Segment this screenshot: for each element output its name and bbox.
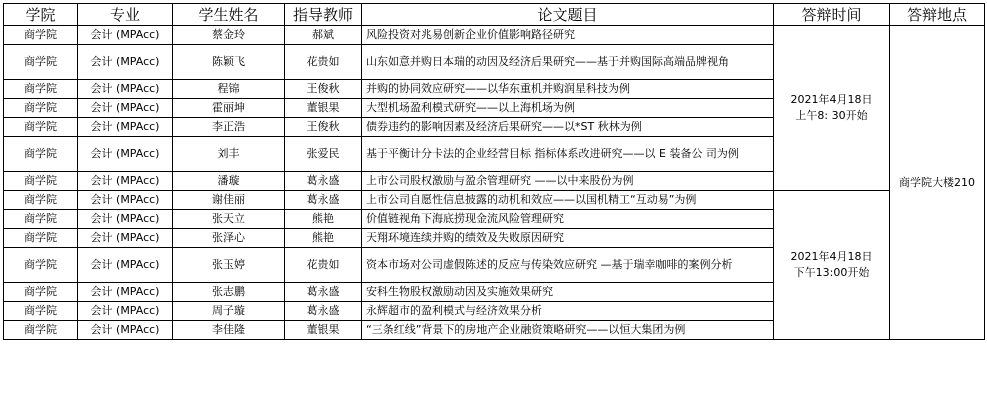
student-cell: 程锦 [173, 80, 285, 99]
student-cell: 刘丰 [173, 137, 285, 172]
student-cell: 张志鹏 [173, 283, 285, 302]
student-cell: 张泽心 [173, 229, 285, 248]
title-cell: 价值链视角下海底捞现金流风险管理研究 [362, 210, 774, 229]
college-cell: 商学院 [4, 302, 78, 321]
major-cell: 会计 (MPAcc) [78, 302, 173, 321]
advisor-cell: 郝斌 [285, 26, 362, 45]
college-cell: 商学院 [4, 99, 78, 118]
header-major: 专业 [78, 4, 173, 26]
header-time: 答辩时间 [774, 4, 890, 26]
advisor-cell: 葛永盛 [285, 302, 362, 321]
advisor-cell: 王俊秋 [285, 80, 362, 99]
defense-schedule-table [3, 3, 985, 340]
student-cell: 李正浩 [173, 118, 285, 137]
advisor-cell: 熊艳 [285, 210, 362, 229]
major-cell: 会计 (MPAcc) [78, 26, 173, 45]
title-cell: 上市公司股权激励与盈余管理研究 ——以中来股份为例 [362, 172, 774, 191]
college-cell: 商学院 [4, 172, 78, 191]
major-cell: 会计 (MPAcc) [78, 45, 173, 80]
title-cell: 永辉超市的盈利模式与经济效果分析 [362, 302, 774, 321]
student-cell: 霍丽坤 [173, 99, 285, 118]
place-cell: 商学院大楼210 [890, 26, 985, 340]
title-cell: 资本市场对公司虚假陈述的反应与传染效应研究 —基于瑞幸咖啡的案例分析 [362, 248, 774, 283]
student-cell: 蔡金玲 [173, 26, 285, 45]
title-cell: 大型机场盈利模式研究——以上海机场为例 [362, 99, 774, 118]
title-cell: 风险投资对兆易创新企业价值影响路径研究 [362, 26, 774, 45]
student-cell: 谢佳丽 [173, 191, 285, 210]
title-cell: 上市公司自愿性信息披露的动机和效应——以国机精工“互动易”为例 [362, 191, 774, 210]
major-cell: 会计 (MPAcc) [78, 321, 173, 340]
college-cell: 商学院 [4, 248, 78, 283]
major-cell: 会计 (MPAcc) [78, 191, 173, 210]
session-time: 下午13:00开始 [793, 266, 870, 279]
college-cell: 商学院 [4, 321, 78, 340]
header-student: 学生姓名 [173, 4, 285, 26]
major-cell: 会计 (MPAcc) [78, 118, 173, 137]
advisor-cell: 葛永盛 [285, 283, 362, 302]
major-cell: 会计 (MPAcc) [78, 137, 173, 172]
college-cell: 商学院 [4, 80, 78, 99]
student-cell: 张天立 [173, 210, 285, 229]
advisor-cell: 董银果 [285, 321, 362, 340]
college-cell: 商学院 [4, 137, 78, 172]
student-cell: 张玉婷 [173, 248, 285, 283]
title-cell: 安科生物股权激励动因及实施效果研究 [362, 283, 774, 302]
advisor-cell: 王俊秋 [285, 118, 362, 137]
major-cell: 会计 (MPAcc) [78, 229, 173, 248]
major-cell: 会计 (MPAcc) [78, 172, 173, 191]
title-cell: 山东如意并购日本瑞的动因及经济后果研究——基于并购国际高端品牌视角 [362, 45, 774, 80]
title-cell: 基于平衡计分卡法的企业经营目标 指标体系改进研究——以 E 装备公 司为例 [362, 137, 774, 172]
header-place: 答辩地点 [890, 4, 985, 26]
college-cell: 商学院 [4, 26, 78, 45]
title-cell: 债券违约的影响因素及经济后果研究——以*ST 秋林为例 [362, 118, 774, 137]
advisor-cell: 花贵如 [285, 248, 362, 283]
session-morning-cell [774, 26, 890, 191]
college-cell: 商学院 [4, 118, 78, 137]
session-date: 2021年4月18日 [790, 93, 873, 106]
table-row [4, 191, 985, 210]
student-cell: 周子璇 [173, 302, 285, 321]
advisor-cell: 张爱民 [285, 137, 362, 172]
session-date: 2021年4月18日 [790, 250, 873, 263]
session-afternoon-cell [774, 191, 890, 340]
college-cell: 商学院 [4, 229, 78, 248]
student-cell: 陈颖飞 [173, 45, 285, 80]
major-cell: 会计 (MPAcc) [78, 99, 173, 118]
major-cell: 会计 (MPAcc) [78, 248, 173, 283]
header-row [4, 4, 985, 26]
title-cell: 并购的协同效应研究——以华东重机并购润星科技为例 [362, 80, 774, 99]
college-cell: 商学院 [4, 283, 78, 302]
advisor-cell: 葛永盛 [285, 191, 362, 210]
session-time: 上午8: 30开始 [795, 109, 868, 122]
title-cell: “三条红线”背景下的房地产企业融资策略研究——以恒大集团为例 [362, 321, 774, 340]
major-cell: 会计 (MPAcc) [78, 210, 173, 229]
major-cell: 会计 (MPAcc) [78, 283, 173, 302]
table-row [4, 26, 985, 45]
advisor-cell: 花贵如 [285, 45, 362, 80]
advisor-cell: 董银果 [285, 99, 362, 118]
college-cell: 商学院 [4, 191, 78, 210]
college-cell: 商学院 [4, 45, 78, 80]
college-cell: 商学院 [4, 210, 78, 229]
header-title: 论文题目 [362, 4, 774, 26]
advisor-cell: 葛永盛 [285, 172, 362, 191]
student-cell: 李佳隆 [173, 321, 285, 340]
major-cell: 会计 (MPAcc) [78, 80, 173, 99]
title-cell: 天翔环境连续并购的绩效及失败原因研究 [362, 229, 774, 248]
header-college: 学院 [4, 4, 78, 26]
student-cell: 潘璇 [173, 172, 285, 191]
advisor-cell: 熊艳 [285, 229, 362, 248]
header-advisor: 指导教师 [285, 4, 362, 26]
